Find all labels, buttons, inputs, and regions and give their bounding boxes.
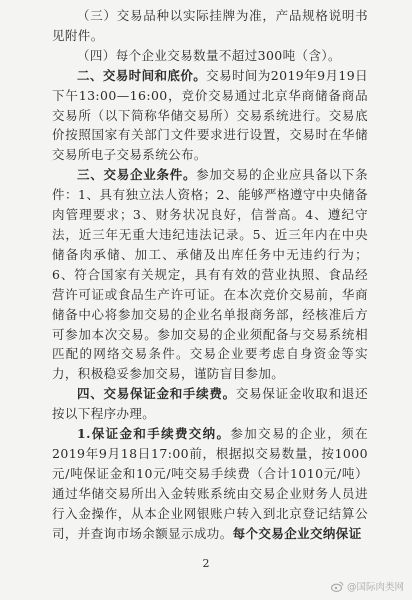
weibo-logo-icon: [331, 581, 344, 592]
subsection-body: 参加交易的企业，须在2019年9月18日17:00前，根据拟交易数量，按1000元/吨保证金和10元/吨交易手续费（合计1010元/吨）通过华储交易所出入金转账系统由交易企业财务人员进行入金操作，从本企业网银账户转入到北京登记结算公司，并查询市场余额显示成功。: [52, 426, 368, 541]
subsection-deposit-payment: [52, 424, 368, 543]
section-company-conditions: [52, 165, 368, 384]
watermark-text: @国际肉类网: [346, 582, 404, 593]
document-body: [52, 6, 368, 543]
section-heading: 三、交易企业条件。: [77, 167, 197, 183]
watermark: [331, 579, 404, 593]
page-number: 2: [202, 557, 210, 570]
section-body: 交易保证金收取和退还按以下程序办理。: [52, 386, 368, 422]
section-time-and-price: [52, 66, 368, 166]
section-heading: 四、交易保证金和手续费。: [77, 386, 236, 402]
section-body: 交易时间为2019年9月19日下午13:00—16:00，竞价交易通过北京华商储备商品交易所（以下简称华储交易所）交易系统进行。交易底价按照国家有关部门文件要求进行设置，交易时在华储交易所电子交易系统公布。: [52, 67, 368, 163]
section-body: 参加交易的企业应具备以下条件：1、具有独立法人资格；2、能够严格遵守中央储备肉管理要求；3、财务状况良好，信誉高。4、遵纪守法，近三年无重大违纪违法记录。5、近三年内在中央储备肉承储、加工、承储及出库任务中无违约行为；6、符合国家有关规定，具有有效的营业执照、食品经营许可证或食品生产许可证。在本次竞价交易前，华商储备中心将参加交易的企业名单报商务部，经核准后方可参加本次交易。参加交易的企业须配备与交易系统相匹配的网络交易条件。交易企业要考虑自身资金等实力，积极稳妥参加交易，谨防盲目参加。: [52, 167, 368, 382]
section-heading: 二、交易时间和底价。: [77, 67, 207, 83]
paragraph-quantity-limit: （四）每个企业交易数量不超过300吨（含）。: [77, 47, 341, 63]
subsection-heading: 1.保证金和手续费交纳。: [77, 426, 231, 442]
section-deposit-and-fees: [52, 384, 368, 424]
paragraph-trading-variety: （三）交易品种以实际挂牌为准，产品规格说明书见附件。: [52, 8, 368, 43]
subsection-tail: 每个交易企业交纳保证: [232, 525, 362, 541]
